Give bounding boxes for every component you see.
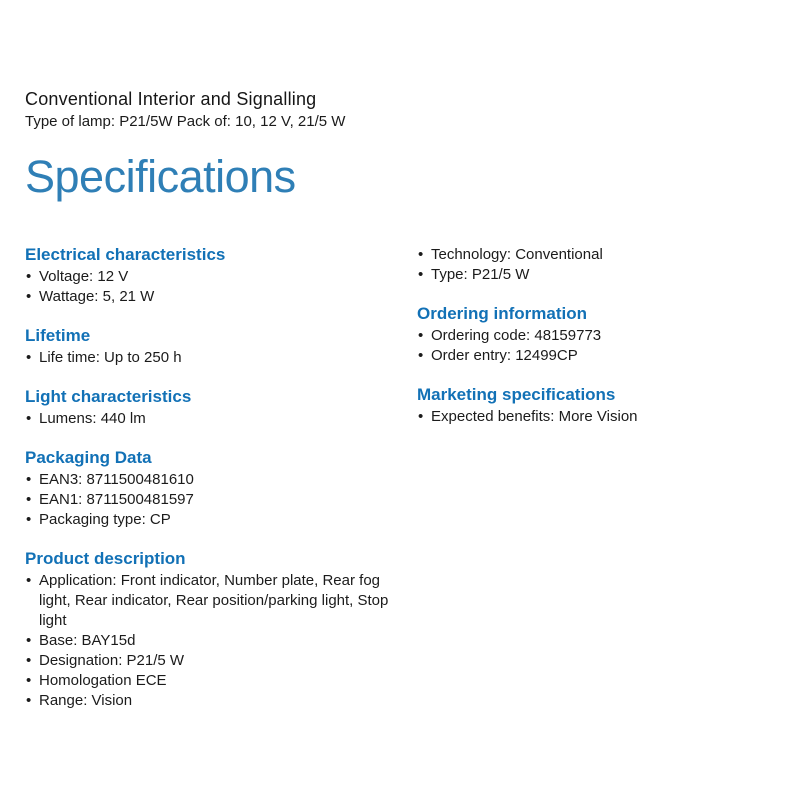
spec-list <box>25 571 392 711</box>
spec-list <box>25 470 392 530</box>
spec-list <box>25 348 392 368</box>
section-lifetime <box>25 326 392 368</box>
section-marketing-specifications <box>417 385 775 427</box>
spec-item: • Wattage: 5, 21 W <box>25 287 392 307</box>
spec-item: • EAN1: 8711500481597 <box>25 490 392 510</box>
spec-list <box>417 407 775 427</box>
spec-item: • Voltage: 12 V <box>25 267 392 287</box>
page-title: Specifications <box>25 151 296 202</box>
section-packaging-data <box>25 448 392 530</box>
spec-list <box>25 409 392 429</box>
section-ordering-information <box>417 304 775 366</box>
section-heading: Packaging Data <box>25 448 152 467</box>
section-heading: Light characteristics <box>25 387 192 406</box>
spec-list <box>417 245 775 285</box>
spec-item: • Packaging type: CP <box>25 510 392 530</box>
left-column <box>25 245 392 730</box>
lamp-type-subtitle: Type of lamp: P21/5W Pack of: 10, 12 V, 21/5 W <box>25 113 346 130</box>
spec-list <box>417 326 775 366</box>
spec-item: • Homologation ECE <box>25 671 392 691</box>
section-electrical-characteristics <box>25 245 392 307</box>
spec-item: • Order entry: 12499CP <box>417 346 775 366</box>
spec-item: • Expected benefits: More Vision <box>417 407 775 427</box>
spec-item: • Lumens: 440 lm <box>25 409 392 429</box>
spec-item: • Technology: Conventional <box>417 245 775 265</box>
document-header <box>25 88 775 201</box>
section-light-characteristics <box>25 387 392 429</box>
section-heading: Lifetime <box>25 326 91 345</box>
section-heading: Ordering information <box>417 304 587 323</box>
spec-list <box>25 267 392 307</box>
spec-item: • EAN3: 8711500481610 <box>25 470 392 490</box>
spec-item: • Life time: Up to 250 h <box>25 348 392 368</box>
spec-columns <box>25 245 775 730</box>
right-column <box>417 245 775 730</box>
spec-item: • Application: Front indicator, Number plate, Rear fog light, Rear indicator, Rear position/parking light, Stop light <box>25 571 392 631</box>
section-product-description <box>25 549 392 711</box>
spec-item: • Ordering code: 48159773 <box>417 326 775 346</box>
spec-item: • Type: P21/5 W <box>417 265 775 285</box>
section-heading: Marketing specifications <box>417 385 616 404</box>
spec-item: • Base: BAY15d <box>25 631 392 651</box>
section-heading: Electrical characteristics <box>25 245 226 264</box>
spec-item: • Range: Vision <box>25 691 392 711</box>
section-heading: Product description <box>25 549 186 568</box>
spec-item: • Designation: P21/5 W <box>25 651 392 671</box>
section-product-description-continued <box>417 245 775 285</box>
category-title: Conventional Interior and Signalling <box>25 89 317 109</box>
